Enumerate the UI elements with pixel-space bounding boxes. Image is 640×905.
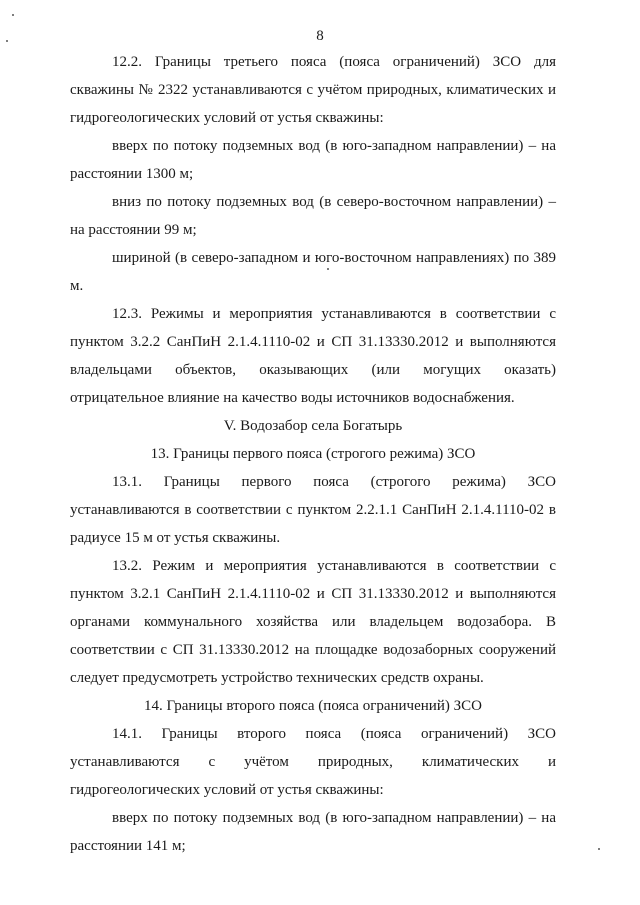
paragraph-upstream-distance-2: вверх по потоку подземных вод (в юго-западном направлении) – на расстоянии 141 м;: [70, 810, 556, 854]
paragraph-13-2: 13.2. Режим и мероприятия устанавливаются в соответствии с пунктом 3.2.1 СанПиН 2.1.4.1110-02 и СП 31.13330.2012 и выполняются органами коммунального хозяйства или владельцем водозабора. В соответствии с СП 31.13330.2012 на площадке водозаборных сооружений следует предусмотреть устройство технических средств охраны.: [70, 558, 556, 686]
paragraph-14-1: 14.1. Границы второго пояса (пояса ограничений) ЗСО устанавливаются с учётом природных, климатических и гидрогеологических условий от устья скважины:: [70, 726, 556, 798]
page-number: 8: [316, 28, 324, 44]
heading-14: 14. Границы второго пояса (пояса ограничений) ЗСО: [144, 698, 482, 714]
paragraph-12-3: 12.3. Режимы и мероприятия устанавливаются в соответствии с пунктом 3.2.2 СанПиН 2.1.4.1110-02 и СП 31.13330.2012 и выполняются владельцами объектов, оказывающих (или могущих оказать) отрицательное влияние на качество воды источников водоснабжения.: [70, 306, 556, 406]
paragraph-downstream-distance: вниз по потоку подземных вод (в северо-восточном направлении) – на расстоянии 99 м;: [70, 194, 556, 238]
document-body: [70, 48, 556, 860]
scan-speck: [598, 848, 600, 850]
section-heading-v: V. Водозабор села Богатырь: [223, 418, 403, 434]
scan-speck: [327, 268, 329, 270]
paragraph-12-2: 12.2. Границы третьего пояса (пояса ограничений) ЗСО для скважины № 2322 устанавливаются с учётом природных, климатических и гидрогеологических условий от устья скважины:: [70, 54, 556, 126]
heading-13: 13. Границы первого пояса (строгого режима) ЗСО: [150, 446, 476, 462]
paragraph-upstream-distance: вверх по потоку подземных вод (в юго-западном направлении) – на расстоянии 1300 м;: [70, 138, 556, 182]
paragraph-width: шириной (в северо-западном и юго-восточном направлениях) по 389 м.: [70, 250, 556, 294]
scan-speck: [12, 14, 14, 16]
scan-speck: [6, 40, 8, 42]
paragraph-13-1: 13.1. Границы первого пояса (строгого режима) ЗСО устанавливаются в соответствии с пунктом 2.2.1.1 СанПиН 2.1.4.1110-02 в радиусе 15 м от устья скважины.: [70, 474, 556, 546]
